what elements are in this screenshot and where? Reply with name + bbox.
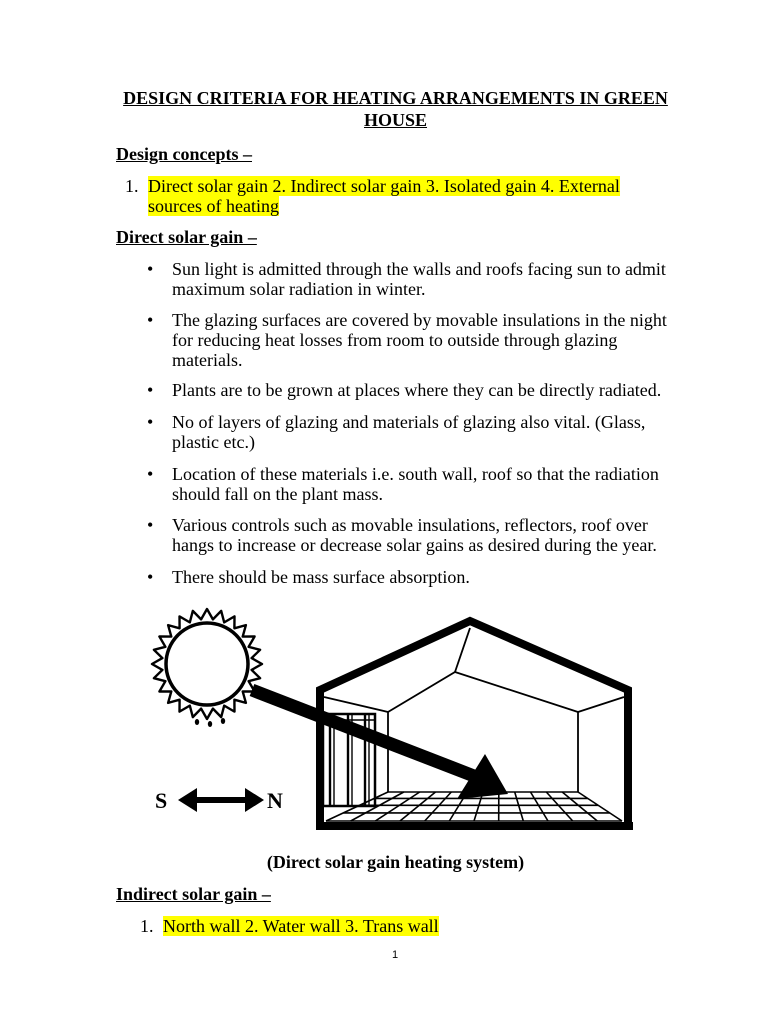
greenhouse-illustration xyxy=(316,621,633,830)
direct-solar-gain-figure xyxy=(140,595,650,840)
bullet-marker: • xyxy=(147,310,154,330)
south-label: S xyxy=(155,788,168,813)
bullet-item: The glazing surfaces are covered by movable insulations in the night for reducing heat losses from room to outside through glazing materials. xyxy=(172,310,667,370)
direction-arrow-left-head xyxy=(178,788,197,812)
floor-grid-column xyxy=(578,792,622,821)
indirect-solar-gain-item-text: North wall 2. Water wall 3. Trans wall xyxy=(163,916,439,936)
sun-illustration xyxy=(152,609,262,727)
design-concepts-item-text: Direct solar gain 2. Indirect solar gain 3. Isolated gain 4. External sources of heating xyxy=(148,176,620,216)
back-gable xyxy=(388,672,578,712)
bullet-marker: • xyxy=(147,515,154,535)
direct-solar-gain-heading: Direct solar gain – xyxy=(116,227,257,247)
bullet-item: There should be mass surface absorption. xyxy=(172,567,470,587)
south-north-direction xyxy=(155,788,283,813)
floor-grid-column xyxy=(425,792,452,821)
north-label: N xyxy=(267,788,283,813)
page-number: 1 xyxy=(391,949,399,961)
floor-grid-column xyxy=(531,792,549,821)
bullet-item: Location of these materials i.e. south wall, roof so that the radiation should fall on the plant mass. xyxy=(172,464,659,504)
indirect-solar-gain-item xyxy=(163,917,663,937)
direction-arrow-right-head xyxy=(245,788,264,812)
bullet-marker: • xyxy=(147,412,154,432)
sun-drop xyxy=(221,718,225,724)
bullet-item: Various controls such as movable insulations, reflectors, roof over hangs to increase or decrease solar gains as desired during the year. xyxy=(172,515,657,555)
ridge-line xyxy=(455,628,470,672)
solar-ray-arrow-shaft xyxy=(252,690,474,776)
page-title: DESIGN CRITERIA FOR HEATING ARRANGEMENTS IN GREEN HOUSE xyxy=(123,88,668,130)
design-concepts-heading: Design concepts – xyxy=(116,144,252,164)
sun-disc xyxy=(166,623,248,705)
bullet-item: Sun light is admitted through the walls and roofs facing sun to admit maximum solar radiation in winter. xyxy=(172,259,666,299)
floor-grid-column xyxy=(400,792,436,821)
sun-drop xyxy=(208,721,212,727)
bullet-item: No of layers of glazing and materials of glazing also vital. (Glass, plastic etc.) xyxy=(172,412,646,452)
floor-grid-column xyxy=(562,792,597,821)
floor-grid-column xyxy=(515,792,524,821)
bullet-marker: • xyxy=(147,380,154,400)
floor-grid-column xyxy=(546,792,572,821)
bullet-marker: • xyxy=(147,259,154,279)
bullet-marker: • xyxy=(147,464,154,484)
bullet-item: Plants are to be grown at places where they can be directly radiated. xyxy=(172,380,662,400)
indirect-solar-gain-item-number: 1. xyxy=(140,916,154,936)
sun-drop xyxy=(195,719,199,725)
design-concepts-item xyxy=(148,177,668,217)
bullet-marker: • xyxy=(147,567,154,587)
right-eave-line xyxy=(578,697,624,712)
left-eave-line xyxy=(324,697,388,712)
figure-caption: (Direct solar gain heating system) xyxy=(266,852,525,872)
solar-ray-arrow xyxy=(252,690,508,799)
design-concepts-item-number: 1. xyxy=(125,176,139,196)
indirect-solar-gain-heading: Indirect solar gain – xyxy=(116,884,271,904)
